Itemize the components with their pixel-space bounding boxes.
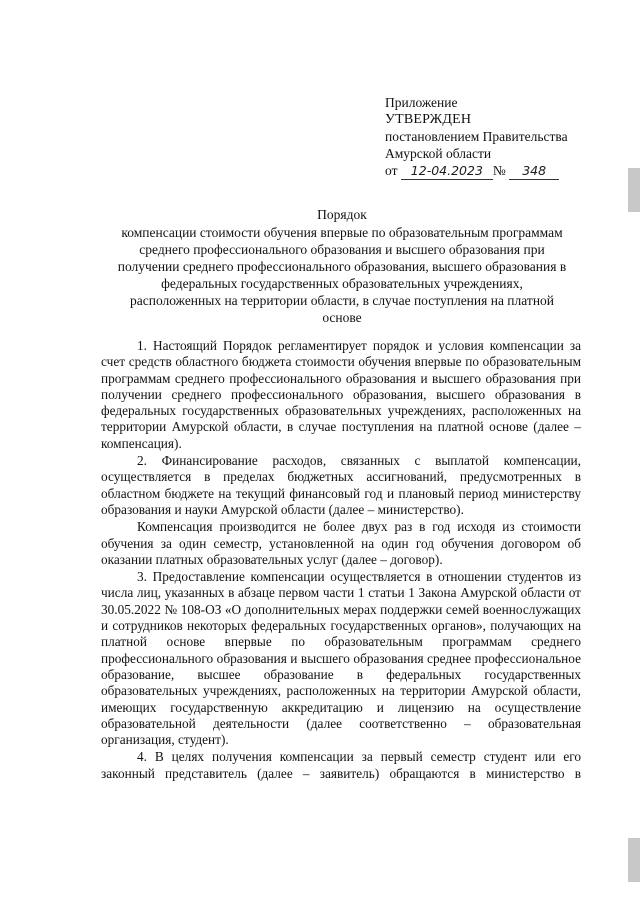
paragraph: 1. Настоящий Порядок регламентирует порядок и условия компенсации за счет средств областного бюджета стоимости обучения впервые по образовательным программам среднего профессионального образования и высшего образования при получении среднего профессионального образования, высшего образования в федеральных государственных образовательных учреждениях, расположенных на территории Амурской области, в случае поступления на платной основе (далее – компенсация). <box>101 338 581 451</box>
approval-stamp-block <box>385 94 620 180</box>
document-title <box>100 206 584 326</box>
paragraph: Компенсация производится не более двух раз в год исходя из стоимости обучения за один семестр, установленной на один год обучения договором об оказании платных образовательных услуг (далее – договор). <box>101 519 581 567</box>
resolution-label: постановлением Правительства <box>385 129 568 144</box>
scan-edge-mark <box>628 168 640 212</box>
title-line: получении среднего профессионального образования, высшего образования в <box>117 259 567 274</box>
region-label: Амурской области <box>385 146 492 161</box>
title-heading: Порядок <box>317 207 367 222</box>
title-line: среднего профессионального образования и высшего образования при <box>139 242 545 257</box>
paragraph: 2. Финансирование расходов, связанных с выплатой компенсации, осуществляется в пределах бюджетных ассигнований, предусмотренных в областном бюджете на текущий финансовый год и плановый период министерству образования и науки Амурской области (далее – министерство). <box>101 453 581 517</box>
title-line: компенсации стоимости обучения впервые по образовательным программам <box>121 225 563 240</box>
appendix-label: Приложение <box>385 95 458 110</box>
handwritten-number: 348 <box>509 162 559 180</box>
date-number-line <box>385 162 620 180</box>
title-line: основе <box>322 310 362 325</box>
from-label: от <box>385 163 398 178</box>
scan-edge-mark <box>628 838 640 882</box>
title-line: федеральных государственных образовательных учреждениях, <box>161 276 523 291</box>
paragraph: 3. Предоставление компенсации осуществляется в отношении студентов из числа лиц, указанных в абзаце первом части 1 статьи 1 Закона Амурской области от 30.05.2022 № 108-ОЗ «О дополнительных мерах поддержки семей военнослужащих и сотрудников некоторых федеральных государственных органов», получающих на платной основе впервые по образовательным программам среднего профессионального образования и высшего образования среднее профессиональное образование, высшее образование в федеральных государственных образовательных учреждениях, расположенных на территории Амурской области, имеющих государственную аккредитацию и лицензию на осуществление образовательной деятельности (далее соответственно – образовательная организация, студент). <box>101 569 581 748</box>
handwritten-date: 12-04.2023 <box>401 162 493 180</box>
title-line: расположенных на территории области, в случае поступления на платной <box>129 293 555 308</box>
paragraph: 4. В целях получения компенсации за первый семестр студент или его законный представитель (далее – заявитель) обращаются в министерство в <box>101 749 581 781</box>
approved-label: УТВЕРЖДЕН <box>385 112 472 127</box>
number-label: № <box>492 163 506 178</box>
document-body <box>101 338 581 782</box>
